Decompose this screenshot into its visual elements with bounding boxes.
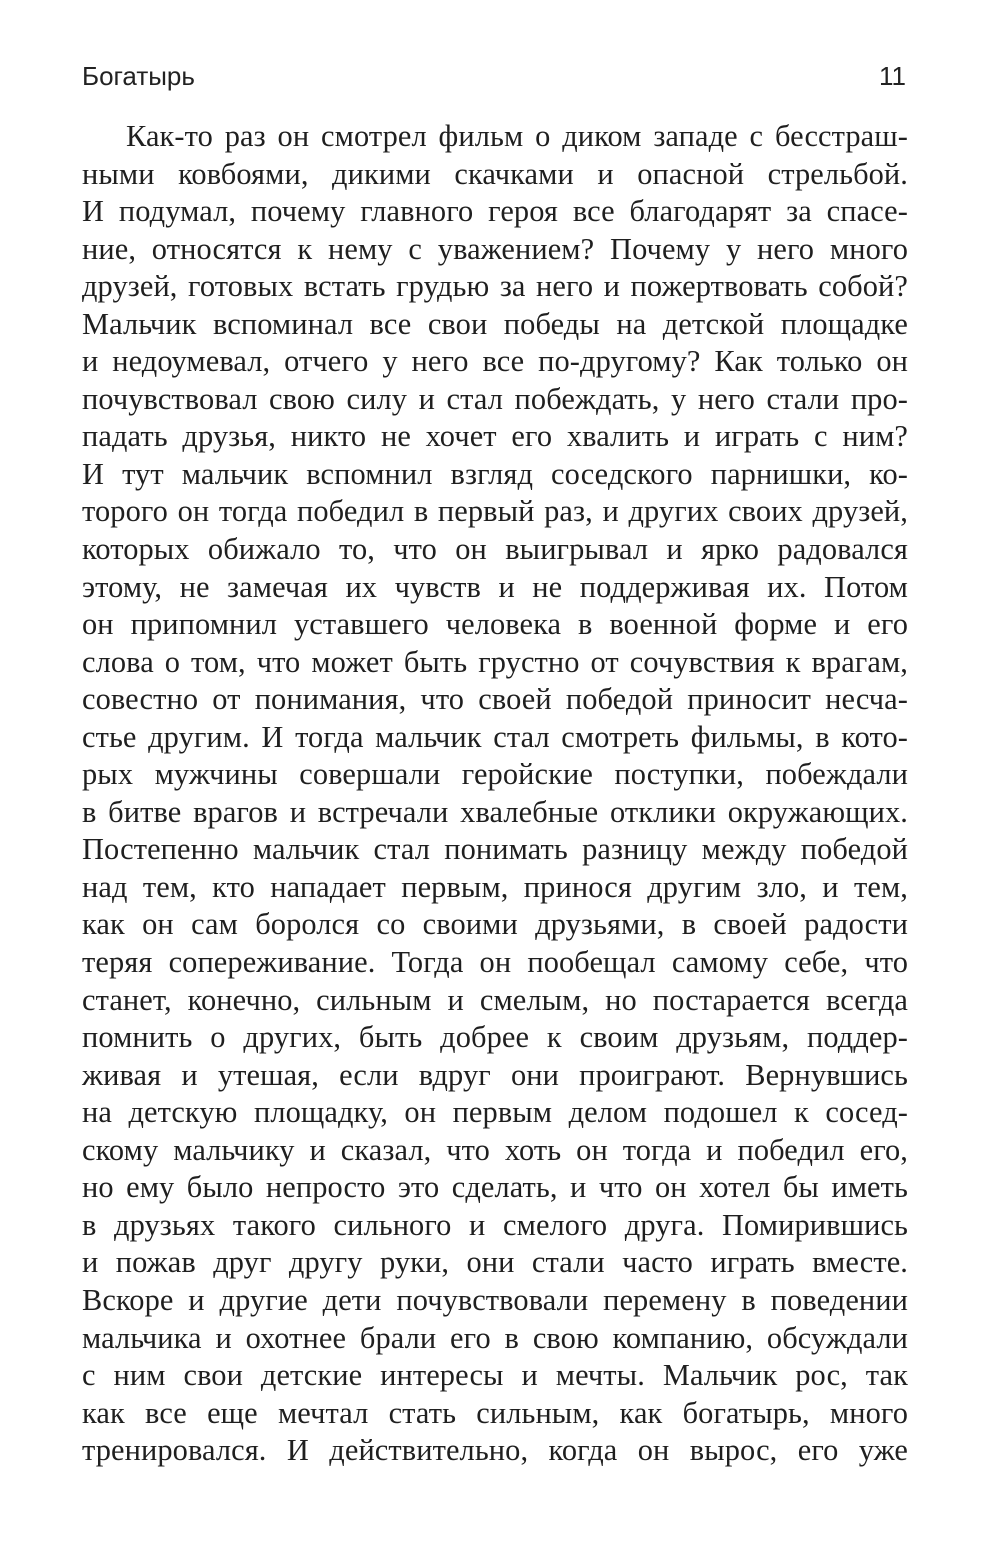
text-line: помнить о других, быть добрее к своим друзьям, поддер- bbox=[82, 1020, 908, 1055]
page-number: 11 bbox=[879, 61, 906, 91]
text-line: падать друзья, никто не хочет его хвалить и играть с ним? bbox=[82, 419, 908, 454]
text-line: Постепенно мальчик стал понимать разницу между победой bbox=[82, 832, 908, 867]
text-line: ными ковбоями, дикими скачками и опасной стрельбой. bbox=[82, 156, 908, 191]
text-line: Как-то раз он смотрел фильм о диком западе с бесстраш- bbox=[126, 119, 908, 153]
text-line: слова о том, что может быть грустно от сочувствия к врагам, bbox=[82, 644, 908, 679]
body-text bbox=[82, 118, 908, 1470]
text-line: почувствовал свою силу и стал побеждать, у него стали про- bbox=[82, 381, 908, 416]
page-header bbox=[82, 56, 906, 96]
text-line: Вскоре и другие дети почувствовали перемену в поведении bbox=[82, 1282, 908, 1317]
text-line: и пожав друг другу руки, они стали часто играть вместе. bbox=[82, 1245, 908, 1280]
text-line: на детскую площадку, он первым делом подошел к сосед- bbox=[82, 1095, 908, 1130]
text-line: но ему было непросто это сделать, и что он хотел бы иметь bbox=[82, 1170, 908, 1205]
text-line: станет, конечно, сильным и смелым, но постарается всегда bbox=[82, 982, 908, 1017]
text-line: И тут мальчик вспомнил взгляд соседского парнишки, ко- bbox=[82, 456, 908, 491]
text-line: стье другим. И тогда мальчик стал смотреть фильмы, в кото- bbox=[82, 719, 908, 754]
text-line: этому, не замечая их чувств и не поддерживая их. Потом bbox=[82, 569, 908, 604]
text-line: как он сам боролся со своими друзьями, в своей радости bbox=[82, 907, 908, 942]
text-line: ние, относятся к нему с уважением? Почему у него много bbox=[82, 231, 908, 266]
text-line: как все еще мечтал стать сильным, как богатырь, много bbox=[82, 1395, 908, 1430]
text-line: друзей, готовых встать грудью за него и пожертвовать собой? bbox=[82, 269, 908, 304]
text-line: живая и утешая, если вдруг они проиграют. Вернувшись bbox=[82, 1057, 908, 1092]
text-line: И подумал, почему главного героя все благодарят за спасе- bbox=[82, 194, 908, 229]
text-line: рых мужчины совершали геройские поступки, побеждали bbox=[82, 757, 908, 792]
text-line: он припомнил уставшего человека в военной форме и его bbox=[82, 607, 908, 642]
text-line: Мальчик вспоминал все свои победы на детской площадке bbox=[82, 306, 908, 341]
text-line: теряя сопереживание. Тогда он пообещал самому себе, что bbox=[82, 945, 908, 980]
running-title: Богатырь bbox=[82, 61, 195, 91]
text-line: которых обижало то, что он выигрывал и ярко радовался bbox=[82, 532, 908, 567]
text-line: тренировался. И действительно, когда он вырос, его уже bbox=[82, 1433, 908, 1468]
text-line: в друзьях такого сильного и смелого друга. Помирившись bbox=[82, 1207, 908, 1242]
text-line: совестно от понимания, что своей победой приносит несча- bbox=[82, 682, 908, 717]
text-line: и недоумевал, отчего у него все по-другому? Как только он bbox=[82, 344, 908, 379]
text-line: мальчика и охотнее брали его в свою компанию, обсуждали bbox=[82, 1320, 908, 1355]
text-line: в битве врагов и встречали хвалебные отклики окружающих. bbox=[82, 794, 908, 829]
text-line: скому мальчику и сказал, что хоть он тогда и победил его, bbox=[82, 1132, 908, 1167]
text-line: торого он тогда победил в первый раз, и других своих друзей, bbox=[82, 494, 908, 529]
text-line: над тем, кто нападает первым, принося другим зло, и тем, bbox=[82, 869, 908, 904]
text-line: с ним свои детские интересы и мечты. Мальчик рос, так bbox=[82, 1358, 908, 1393]
